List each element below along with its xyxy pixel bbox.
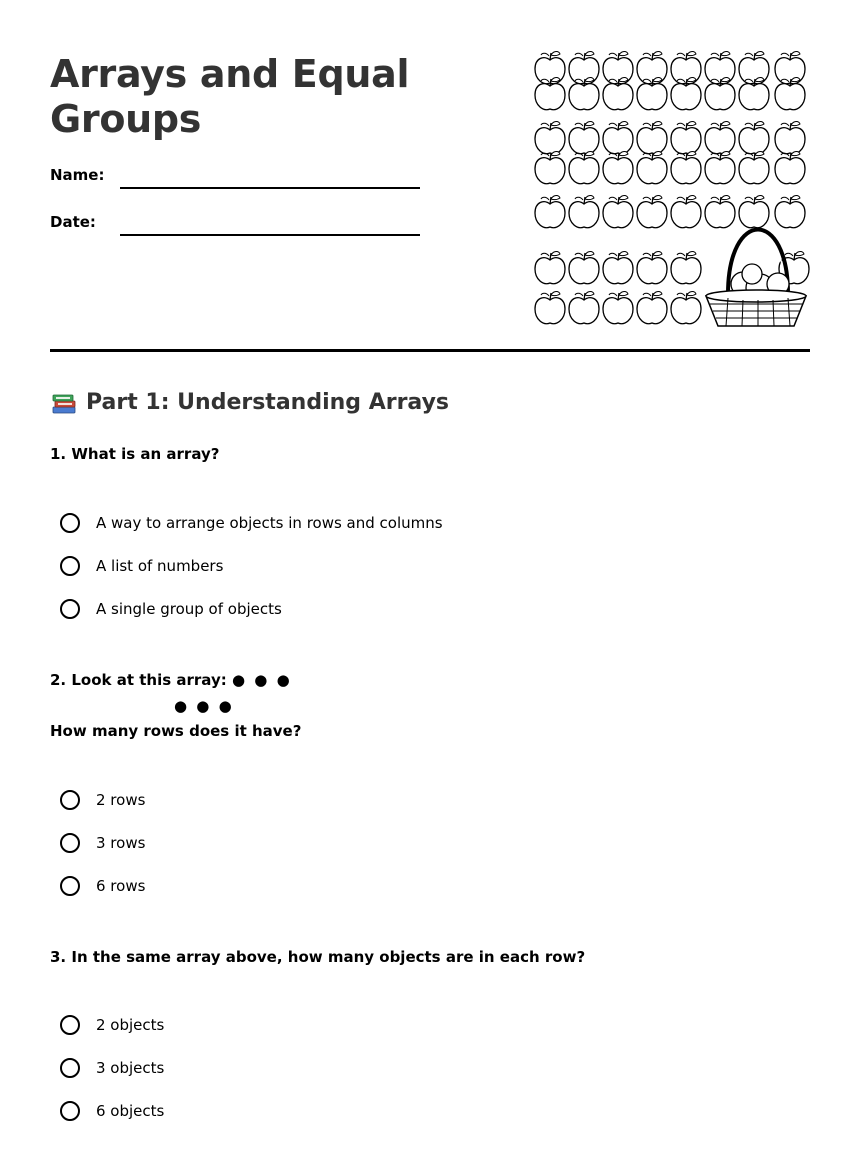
option-label: A way to arrange objects in rows and columns <box>96 514 443 532</box>
radio-button[interactable] <box>60 1015 80 1035</box>
question-1-text: 1. What is an array? <box>50 445 220 463</box>
apple-icon <box>705 152 735 184</box>
apple-icon <box>569 252 599 284</box>
apple-icon <box>603 292 633 324</box>
date-line <box>120 234 420 236</box>
q1-option-2[interactable] <box>60 553 223 579</box>
apple-icon <box>775 196 805 228</box>
apple-icon <box>739 196 769 228</box>
apples-and-basket-icon <box>528 48 814 332</box>
apple-icon <box>535 196 565 228</box>
apple-icon <box>775 122 805 154</box>
option-label: 2 rows <box>96 791 146 809</box>
apple-icon <box>637 252 667 284</box>
option-label: 2 objects <box>96 1016 165 1034</box>
apple-icon <box>535 122 565 154</box>
apple-icon <box>535 52 565 84</box>
apple-icon <box>739 52 769 84</box>
apple-icon <box>637 152 667 184</box>
apple-icon <box>671 78 701 110</box>
q3-option-2[interactable] <box>60 1055 164 1081</box>
name-label: Name: <box>50 166 105 184</box>
apple-icon <box>775 152 805 184</box>
radio-button[interactable] <box>60 790 80 810</box>
radio-button[interactable] <box>60 556 80 576</box>
radio-button[interactable] <box>60 1101 80 1121</box>
apple-icon <box>739 152 769 184</box>
option-label: A list of numbers <box>96 557 224 575</box>
part1-heading <box>50 388 449 416</box>
apple-icon <box>603 196 633 228</box>
apple-icon <box>739 78 769 110</box>
date-label: Date: <box>50 213 96 231</box>
q2-option-2[interactable] <box>60 830 145 856</box>
apple-icon <box>603 252 633 284</box>
option-label: A single group of objects <box>96 600 282 618</box>
apple-icon <box>775 78 805 110</box>
apple-icon <box>603 122 633 154</box>
apple-icon <box>569 122 599 154</box>
apple-icon <box>569 78 599 110</box>
option-label: 3 rows <box>96 834 146 852</box>
apple-icon <box>637 196 667 228</box>
question-2-text <box>50 671 292 689</box>
radio-button[interactable] <box>60 1058 80 1078</box>
apple-icon <box>705 196 735 228</box>
apple-icon <box>671 252 701 284</box>
q3-option-1[interactable] <box>60 1012 164 1038</box>
apple-icon <box>603 78 633 110</box>
books-icon <box>50 388 78 416</box>
q1-option-3[interactable] <box>60 596 282 622</box>
apple-icon <box>603 52 633 84</box>
apple-icon <box>535 152 565 184</box>
apple-icon <box>569 52 599 84</box>
apple-icon <box>739 122 769 154</box>
option-label: 6 rows <box>96 877 146 895</box>
apple-icon <box>671 122 701 154</box>
radio-button[interactable] <box>60 833 80 853</box>
radio-button[interactable] <box>60 876 80 896</box>
apple-icon <box>569 152 599 184</box>
apple-icon <box>535 78 565 110</box>
name-line <box>120 187 420 189</box>
apple-icon <box>637 78 667 110</box>
apple-icon <box>705 78 735 110</box>
question-2-subtext: How many rows does it have? <box>50 722 302 740</box>
q3-option-3[interactable] <box>60 1098 164 1124</box>
apple-icon <box>705 52 735 84</box>
apple-icon <box>637 292 667 324</box>
apple-icon <box>671 292 701 324</box>
apple-icon <box>637 122 667 154</box>
apple-icon <box>569 292 599 324</box>
question-3-text: 3. In the same array above, how many objects are in each row? <box>50 948 586 966</box>
apple-icon <box>535 292 565 324</box>
worksheet-title: Arrays and Equal Groups <box>50 52 410 141</box>
apple-icon <box>569 196 599 228</box>
apple-icon <box>671 52 701 84</box>
q2-option-1[interactable] <box>60 787 145 813</box>
apple-icon <box>603 152 633 184</box>
apple-icon <box>535 252 565 284</box>
apple-icon <box>705 122 735 154</box>
apple-icon <box>671 152 701 184</box>
apple-icon <box>671 196 701 228</box>
section-divider <box>50 349 810 352</box>
part1-title: Part 1: Understanding Arrays <box>86 389 450 415</box>
question-2-prompt: 2. Look at this array: <box>50 671 227 689</box>
q2-option-3[interactable] <box>60 873 145 899</box>
q1-option-1[interactable] <box>60 510 443 536</box>
option-label: 6 objects <box>96 1102 165 1120</box>
array-row-2: ● ● ● <box>174 697 234 715</box>
apple-icon <box>775 52 805 84</box>
option-label: 3 objects <box>96 1059 165 1077</box>
radio-button[interactable] <box>60 513 80 533</box>
array-row-1: ● ● ● <box>231 671 292 689</box>
apple-icon <box>637 52 667 84</box>
radio-button[interactable] <box>60 599 80 619</box>
